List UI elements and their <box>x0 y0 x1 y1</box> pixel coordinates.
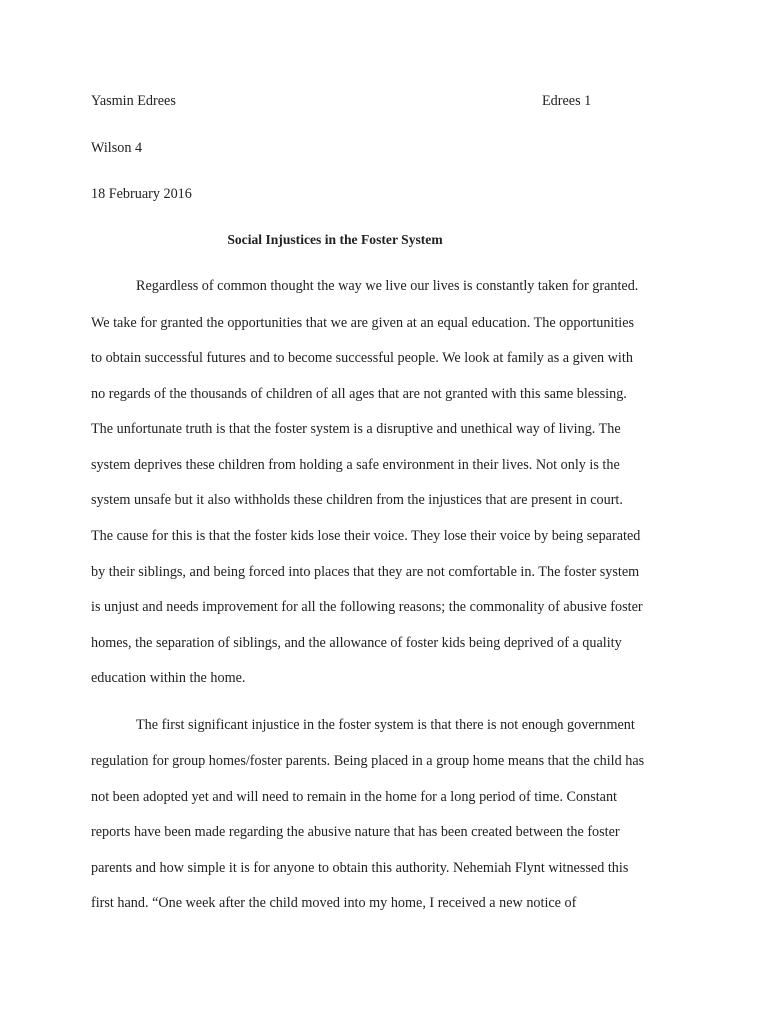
paragraph-line: is unjust and needs improvement for all the following reasons; the commonality of abusive foster <box>91 599 643 615</box>
paragraph-line: by their siblings, and being forced into places that they are not comfortable in. The foster system <box>91 564 640 580</box>
paragraph-line: parents and how simple it is for anyone to obtain this authority. Nehemiah Flynt witnessed this <box>91 860 629 876</box>
paragraph-line: The unfortunate truth is that the foster system is a disruptive and unethical way of living. The <box>91 421 621 437</box>
teacher-line: Wilson 4 <box>91 140 143 156</box>
paragraph-line: system unsafe but it also withholds these children from the injustices that are present in court. <box>91 492 623 508</box>
paragraph-line: Regardless of common thought the way we live our lives is constantly taken for granted. <box>136 278 639 294</box>
paragraph-line: to obtain successful futures and to become successful people. We look at family as a given with <box>91 350 633 366</box>
essay-title-text: Social Injustices in the Foster System <box>227 232 443 247</box>
author-name: Yasmin Edrees <box>91 93 176 109</box>
paragraph-line: We take for granted the opportunities that we are given at an equal education. The opportunities <box>91 315 635 331</box>
paragraph-line: no regards of the thousands of children of all ages that are not granted with this same blessing. <box>91 386 627 402</box>
paragraph-line: homes, the separation of siblings, and the allowance of foster kids being deprived of a quality <box>91 635 622 651</box>
paragraph-line: The cause for this is that the foster kids lose their voice. They lose their voice by being separated <box>91 528 641 544</box>
paragraph-line: first hand. “One week after the child moved into my home, I received a new notice of <box>91 895 577 911</box>
running-header-page-label: Edrees 1 <box>542 93 592 109</box>
essay-title <box>0 232 768 248</box>
paragraph-line: reports have been made regarding the abusive nature that has been created between the foster <box>91 824 620 840</box>
paragraph-line: regulation for group homes/foster parents. Being placed in a group home means that the child has <box>91 753 645 769</box>
date-line: 18 February 2016 <box>91 186 192 202</box>
paragraph-line: not been adopted yet and will need to remain in the home for a long period of time. Constant <box>91 789 617 805</box>
paragraph-line: education within the home. <box>91 670 246 686</box>
paragraph-line: system deprives these children from holding a safe environment in their lives. Not only is the <box>91 457 620 473</box>
paragraph-line: The first significant injustice in the foster system is that there is not enough government <box>136 717 635 733</box>
